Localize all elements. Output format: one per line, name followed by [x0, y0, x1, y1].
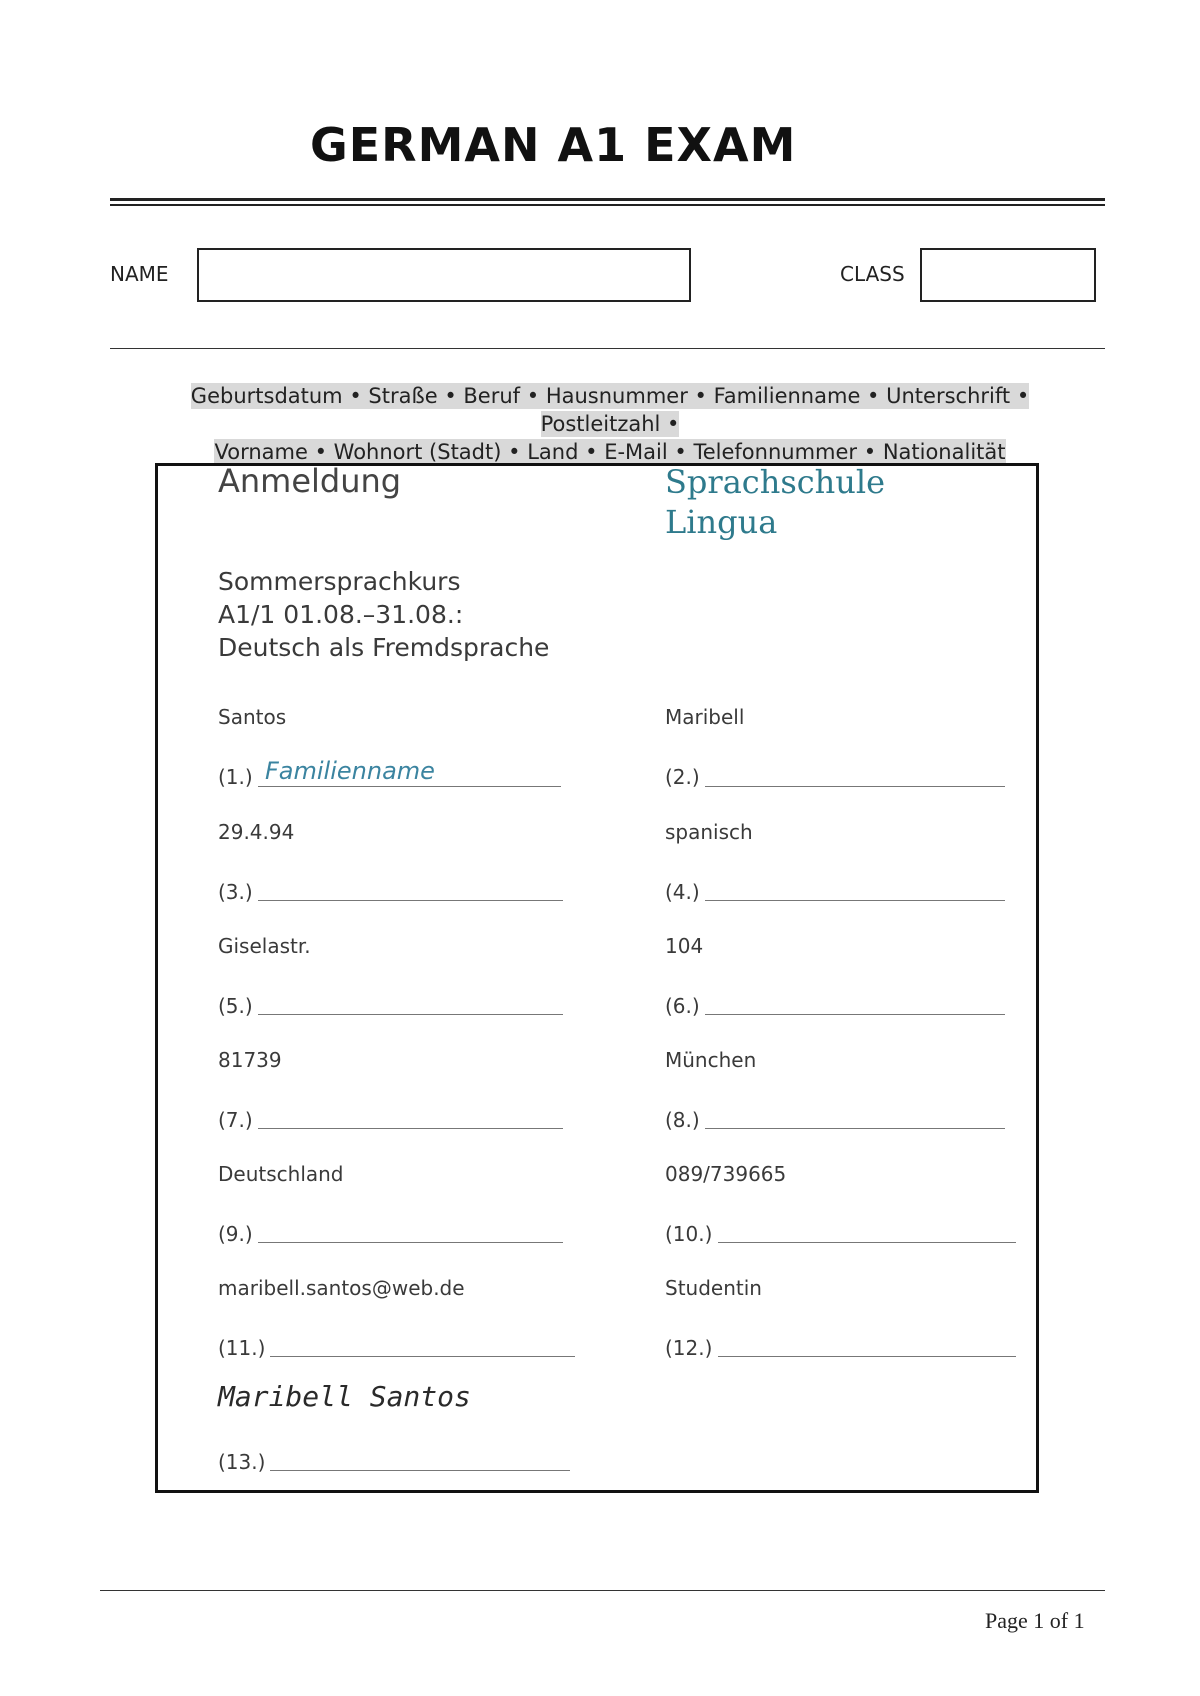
word-bank-item: Familienname [713, 384, 861, 408]
word-bank-item: E-Mail [604, 440, 668, 464]
field-number: (3.) [218, 880, 253, 904]
given-value: maribell.santos@web.de [218, 1276, 465, 1300]
field-number: (2.) [665, 765, 700, 789]
separator: • [1016, 384, 1030, 408]
page-number: Page 1 of 1 [985, 1608, 1085, 1633]
given-value: München [665, 1048, 757, 1072]
word-bank-item: Geburtsdatum [190, 384, 343, 408]
field-number: (12.) [665, 1336, 713, 1360]
word-bank-line-1 [191, 383, 1029, 437]
answer-line[interactable] [258, 1242, 563, 1243]
word-bank-item: Telefonnummer [693, 440, 858, 464]
word-bank-item: Beruf [463, 384, 521, 408]
signature: Maribell Santos [218, 1380, 471, 1413]
school-name-line-1: Sprachschule [665, 463, 886, 501]
given-value: Maribell [665, 705, 745, 729]
field-number: (11.) [218, 1336, 266, 1360]
answer-line[interactable] [718, 1242, 1016, 1243]
separator: • [667, 412, 680, 436]
answer-line[interactable] [258, 900, 563, 901]
field-number: (10.) [665, 1222, 713, 1246]
course-line-2: A1/1 01.08.–31.08.: [218, 600, 464, 629]
word-bank-item: Straße [368, 384, 438, 408]
name-field[interactable] [197, 248, 691, 302]
title-divider-lower [110, 204, 1105, 206]
word-bank-item: Postleitzahl [540, 412, 661, 436]
field-number: (7.) [218, 1108, 253, 1132]
separator: • [444, 384, 457, 408]
given-value: Giselastr. [218, 934, 311, 958]
word-bank [130, 382, 1090, 466]
header-divider [110, 348, 1105, 349]
answer-line[interactable] [705, 900, 1005, 901]
given-value: Deutschland [218, 1162, 344, 1186]
footer-divider [100, 1590, 1105, 1591]
given-value: 81739 [218, 1048, 282, 1072]
answer-line[interactable] [258, 786, 561, 787]
answer-text: Familienname [265, 757, 435, 785]
answer-line[interactable] [705, 786, 1005, 787]
separator: • [526, 384, 540, 408]
separator: • [694, 384, 707, 408]
course-line-1: Sommersprachkurs [218, 567, 461, 596]
class-label: CLASS [840, 262, 905, 286]
given-value: 29.4.94 [218, 820, 295, 844]
name-label: NAME [110, 262, 169, 286]
course-line-3: Deutsch als Fremdsprache [218, 633, 550, 662]
given-value: Studentin [665, 1276, 762, 1300]
course-info [218, 565, 549, 664]
separator: • [867, 384, 880, 408]
word-bank-item: Land [527, 440, 579, 464]
answer-line[interactable] [270, 1470, 570, 1471]
separator: • [863, 440, 877, 464]
separator: • [508, 440, 521, 464]
field-number: (4.) [665, 880, 700, 904]
field-number: (1.) [218, 765, 253, 789]
given-value: spanisch [665, 820, 753, 844]
separator: • [585, 440, 598, 464]
answer-line[interactable] [258, 1014, 563, 1015]
field-number: (5.) [218, 994, 253, 1018]
answer-line[interactable] [258, 1128, 563, 1129]
answer-line[interactable] [718, 1356, 1016, 1357]
word-bank-item: Nationalität [882, 440, 1006, 464]
field-number: (9.) [218, 1222, 253, 1246]
title-divider [110, 198, 1105, 201]
answer-line[interactable] [270, 1356, 575, 1357]
given-value: Santos [218, 705, 287, 729]
word-bank-item: Vorname [214, 440, 308, 464]
exam-title: GERMAN A1 EXAM [310, 118, 797, 172]
field-number: (6.) [665, 994, 700, 1018]
word-bank-item: Hausnummer [545, 384, 688, 408]
form-heading: Anmeldung [218, 462, 402, 500]
given-value: 089/739665 [665, 1162, 787, 1186]
field-number: (8.) [665, 1108, 700, 1132]
field-number: (13.) [218, 1450, 266, 1474]
word-bank-item: Unterschrift [886, 384, 1011, 408]
separator: • [674, 440, 687, 464]
answer-line[interactable] [705, 1128, 1005, 1129]
separator: • [314, 440, 327, 464]
school-name-line-2: Lingua [665, 503, 778, 541]
word-bank-item: Wohnort (Stadt) [333, 440, 502, 464]
answer-line[interactable] [705, 1014, 1005, 1015]
class-field[interactable] [920, 248, 1096, 302]
separator: • [349, 384, 362, 408]
school-name [665, 462, 885, 542]
given-value: 104 [665, 934, 704, 958]
